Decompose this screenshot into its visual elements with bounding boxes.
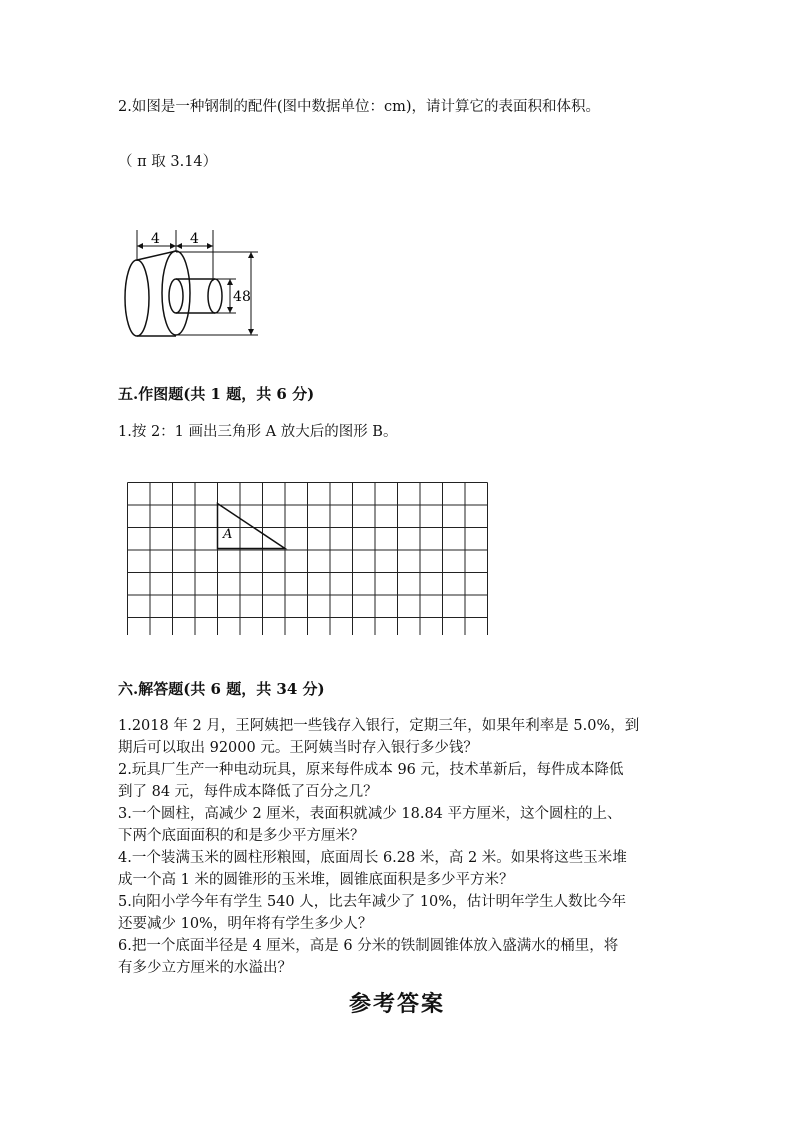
triangle-a-label: A	[223, 527, 233, 542]
dim-top-left: 4	[151, 231, 160, 247]
dim-inner: 4	[233, 289, 242, 305]
answers-title: 参考答案	[348, 991, 445, 1017]
section6-line: 期后可以取出 92000 元。王阿姨当时存入银行多少钱？	[118, 740, 478, 756]
q2-text: 2.如图是一种钢制的配件(图中数据单位：cm)，请计算它的表面积和体积。	[118, 99, 601, 115]
section6-questions	[118, 715, 639, 979]
section6-line: 6.把一个底面半径是 4 厘米，高是 6 分米的铁制圆锥体放入盛满水的桶里，将	[118, 938, 619, 954]
section6-line: 4.一个装满玉米的圆柱形粮囤，底面周长 6.28 米，高 2 米。如果将这些玉米堆	[118, 850, 627, 866]
section6-line: 成一个高 1 米的圆锥形的玉米堆，圆锥底面积是多少平方米？	[118, 872, 514, 888]
section6-line: 1.2018 年 2 月，王阿姨把一些钱存入银行，定期三年，如果年利率是 5.0%，到	[118, 718, 640, 734]
steel-part-figure	[118, 225, 268, 345]
section6-line: 有多少立方厘米的水溢出？	[118, 960, 292, 976]
section5-heading: 五.作图题(共 1 题，共 6 分)	[118, 385, 315, 403]
dim-outer: 8	[242, 289, 251, 305]
section6-line: 2.玩具厂生产一种电动玩具，原来每件成本 96 元，技术革新后，每件成本降低	[118, 762, 624, 778]
q2-pi-note: （ π 取 3.14）	[118, 154, 218, 170]
section6-line: 5.向阳小学今年有学生 540 人，比去年减少了 10%，估计明年学生人数比今年	[118, 894, 627, 910]
section5-q1: 1.按 2：1 画出三角形 A 放大后的图形 B。	[118, 424, 398, 440]
section6-line: 到了 84 元，每件成本降低了百分之几？	[118, 784, 378, 800]
drawing-grid	[126, 481, 490, 635]
section6-line: 还要减少 10%，明年将有学生多少人？	[118, 916, 373, 932]
section6-line: 下两个底面面积的和是多少平方厘米？	[118, 828, 365, 844]
section6-line: 3.一个圆柱，高减少 2 厘米，表面积就减少 18.84 平方厘米，这个圆柱的上、	[118, 806, 622, 822]
dim-top-right: 4	[190, 231, 199, 247]
section6-heading: 六.解答题(共 6 题，共 34 分)	[118, 680, 325, 698]
